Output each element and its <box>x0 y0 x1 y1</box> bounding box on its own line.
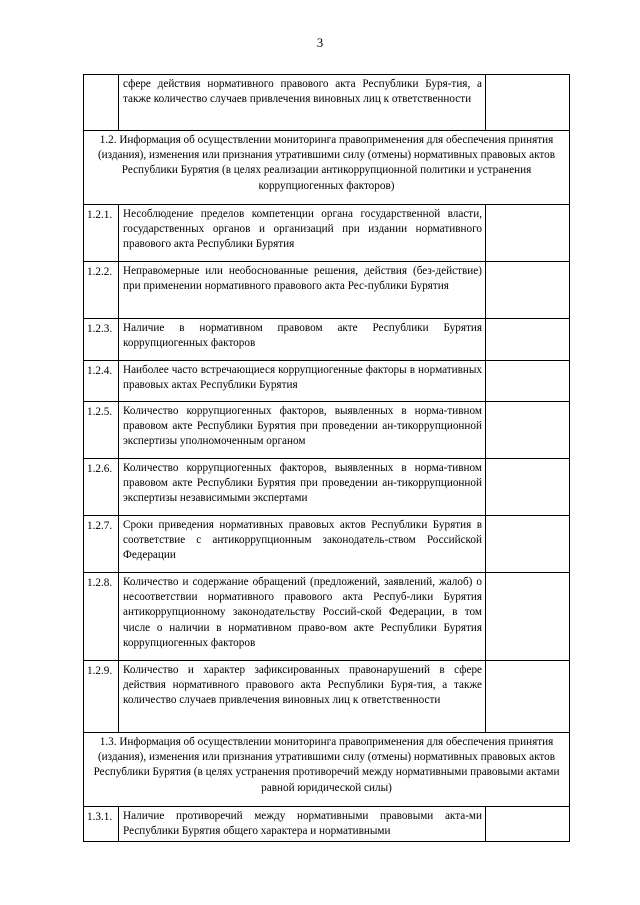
item-number: 1.2.9. <box>84 661 119 733</box>
item-text: Количество и характер зафиксированных правонарушений в сфере действия нормативного правового акта Республики Буря-тия, а также количество случаев привлечения виновных лиц к ответственности <box>119 661 486 733</box>
item-number: 1.2.2. <box>84 262 119 319</box>
section-title: 1.3. Информация об осуществлении мониторинга правоприменения для обеспечения принятия (издания), изменения или признания утратившими силу (отмены) нормативных правовых актов Республики Бурятия (в целях устранения противоречий между нормативными правовыми актами равной юридической силы) <box>84 733 570 807</box>
item-text: Количество коррупциогенных факторов, выявленных в норма-тивном правовом акте Республики Бурятия при проведении ан-тикоррупционной экспертизы уполномоченным органом <box>119 402 486 459</box>
section-header-row <box>84 131 570 205</box>
table-row <box>84 319 570 361</box>
table-body <box>84 75 570 842</box>
blank-cell <box>486 807 570 842</box>
item-number: 1.2.7. <box>84 516 119 573</box>
item-text: Неправомерные или необоснованные решения, действия (без-действие) при применении нормативного правового акта Рес-публики Бурятия <box>119 262 486 319</box>
item-number: 1.3.1. <box>84 807 119 842</box>
item-number: 1.2.5. <box>84 402 119 459</box>
item-text: Наиболее часто встречающиеся коррупциогенные факторы в нормативных правовых актах Республики Бурятия <box>119 361 486 402</box>
item-text: Количество и содержание обращений (предложений, заявлений, жалоб) о несоответствии нормативного правового акта Респуб-лики Бурятия антикоррупционному законодательству Россий-ской Федерации, в том числе о наличии в нормативном право-вом акте Республики Бурятия коррупциогенных факторов <box>119 573 486 661</box>
item-text: Сроки приведения нормативных правовых актов Республики Бурятия в соответствие с антикоррупционным законодатель-ством Российской Федерации <box>119 516 486 573</box>
table-row <box>84 573 570 661</box>
blank-cell <box>486 262 570 319</box>
blank-cell <box>486 516 570 573</box>
table-row <box>84 661 570 733</box>
item-number: 1.2.4. <box>84 361 119 402</box>
item-number: 1.2.3. <box>84 319 119 361</box>
item-number: 1.2.6. <box>84 459 119 516</box>
monitoring-table <box>83 74 570 842</box>
table-row <box>84 361 570 402</box>
blank-cell <box>486 573 570 661</box>
item-number: 1.2.8. <box>84 573 119 661</box>
blank-cell <box>486 661 570 733</box>
blank-cell <box>486 75 570 131</box>
item-text: Количество коррупциогенных факторов, выявленных в норма-тивном правовом акте Республики Бурятия при проведении ан-тикоррупционной экспертизы независимыми экспертами <box>119 459 486 516</box>
table-row <box>84 205 570 262</box>
blank-cell <box>486 402 570 459</box>
page-number: 3 <box>316 36 324 50</box>
item-text: Наличие противоречий между нормативными правовыми акта-ми Республики Бурятия общего характера и нормативными <box>119 807 486 842</box>
blank-cell <box>486 319 570 361</box>
table-row <box>84 402 570 459</box>
item-text: Наличие в нормативном правовом акте Республики Бурятия коррупциогенных факторов <box>119 319 486 361</box>
section-header-row <box>84 733 570 807</box>
item-number <box>84 75 119 131</box>
blank-cell <box>486 459 570 516</box>
table-row <box>84 262 570 319</box>
section-title: 1.2. Информация об осуществлении мониторинга правоприменения для обеспечения принятия (издания), изменения или признания утратившими силу (отмены) нормативных правовых актов Республики Бурятия (в целях реализации антикоррупционной политики и устранения коррупциогенных факторов) <box>84 131 570 205</box>
table-row <box>84 75 570 131</box>
table-row <box>84 807 570 842</box>
item-text: сфере действия нормативного правового акта Республики Буря-тия, а также количество случаев привлечения виновных лиц к ответственности <box>119 75 486 131</box>
item-text: Несоблюдение пределов компетенции органа государственной власти, государственных органов и организаций при издании нормативного правового акта Республики Бурятия <box>119 205 486 262</box>
table-row <box>84 516 570 573</box>
item-number: 1.2.1. <box>84 205 119 262</box>
blank-cell <box>486 361 570 402</box>
table-row <box>84 459 570 516</box>
blank-cell <box>486 205 570 262</box>
